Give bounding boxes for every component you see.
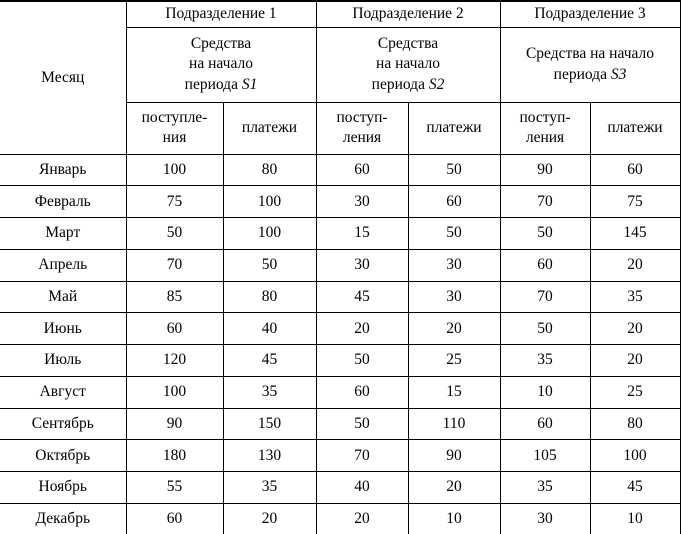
- cell-value: 30: [316, 249, 408, 281]
- header-month: Месяц: [0, 1, 126, 154]
- cell-month: Декабрь: [0, 503, 126, 534]
- header-means-3: [500, 27, 680, 102]
- cell-value: 20: [408, 472, 500, 504]
- table-row: [0, 313, 680, 345]
- cell-month: Ноябрь: [0, 472, 126, 504]
- cell-value: 30: [408, 281, 500, 313]
- header-means-2-text: Средства на начало периода: [371, 35, 440, 93]
- table-header: [0, 1, 680, 154]
- cell-value: 105: [500, 440, 590, 472]
- table-row: [0, 218, 680, 250]
- cell-value: 55: [126, 472, 223, 504]
- cell-value: 100: [223, 218, 316, 250]
- cell-value: 70: [126, 249, 223, 281]
- table-row: [0, 408, 680, 440]
- cell-month: Май: [0, 281, 126, 313]
- header-sub-out-2: платежи: [408, 102, 500, 154]
- cell-value: 50: [500, 313, 590, 345]
- cell-value: 20: [316, 503, 408, 534]
- cell-value: 90: [408, 440, 500, 472]
- cell-value: 20: [223, 503, 316, 534]
- cell-value: 60: [590, 154, 680, 186]
- table-row: [0, 503, 680, 534]
- cell-value: 20: [590, 313, 680, 345]
- cell-value: 30: [316, 186, 408, 218]
- cell-value: 90: [126, 408, 223, 440]
- cell-month: Июль: [0, 345, 126, 377]
- cell-value: 35: [223, 376, 316, 408]
- cell-value: 100: [126, 154, 223, 186]
- cell-value: 60: [500, 408, 590, 440]
- cell-value: 70: [316, 440, 408, 472]
- header-sub-in-1: поступле- ния: [126, 102, 223, 154]
- cell-value: 75: [590, 186, 680, 218]
- cell-value: 35: [223, 472, 316, 504]
- table-body: [0, 154, 680, 534]
- cell-month: Июнь: [0, 313, 126, 345]
- cell-value: 30: [500, 503, 590, 534]
- cell-value: 15: [316, 218, 408, 250]
- cell-value: 50: [408, 218, 500, 250]
- cell-value: 10: [500, 376, 590, 408]
- header-means-3-text: Средства на начало периода: [525, 45, 655, 83]
- table-row: [0, 440, 680, 472]
- cell-value: 45: [223, 345, 316, 377]
- cell-value: 60: [126, 503, 223, 534]
- cell-value: 35: [500, 345, 590, 377]
- cell-value: 30: [408, 249, 500, 281]
- header-sub-out-1: платежи: [223, 102, 316, 154]
- header-group-2: Подразделение 2: [316, 1, 500, 27]
- cell-value: 35: [590, 281, 680, 313]
- cell-value: 25: [408, 345, 500, 377]
- cell-value: 70: [500, 186, 590, 218]
- cell-value: 40: [223, 313, 316, 345]
- cell-value: 80: [223, 154, 316, 186]
- cell-value: 45: [316, 281, 408, 313]
- cell-value: 100: [126, 376, 223, 408]
- cell-value: 80: [590, 408, 680, 440]
- header-means-2: [316, 27, 500, 102]
- cell-value: 50: [316, 408, 408, 440]
- cell-value: 60: [408, 186, 500, 218]
- cell-month: Февраль: [0, 186, 126, 218]
- cell-value: 50: [408, 154, 500, 186]
- cell-value: 20: [590, 249, 680, 281]
- header-means-1-text: Средства на начало периода: [184, 35, 253, 93]
- cell-month: Апрель: [0, 249, 126, 281]
- table-row: [0, 186, 680, 218]
- cell-value: 50: [500, 218, 590, 250]
- cell-value: 10: [590, 503, 680, 534]
- cell-value: 100: [223, 186, 316, 218]
- cell-value: 80: [223, 281, 316, 313]
- header-sub-out-3: платежи: [590, 102, 680, 154]
- cell-value: 180: [126, 440, 223, 472]
- cell-value: 20: [590, 345, 680, 377]
- header-means-2-symbol: S2: [428, 75, 445, 93]
- cell-value: 40: [316, 472, 408, 504]
- cell-value: 60: [316, 154, 408, 186]
- cell-value: 120: [126, 345, 223, 377]
- cell-value: 50: [316, 345, 408, 377]
- cell-month: Март: [0, 218, 126, 250]
- table-row: [0, 249, 680, 281]
- header-means-3-symbol: S3: [610, 65, 627, 83]
- cell-value: 150: [223, 408, 316, 440]
- cell-value: 75: [126, 186, 223, 218]
- cell-value: 20: [408, 313, 500, 345]
- cell-value: 145: [590, 218, 680, 250]
- cell-value: 60: [500, 249, 590, 281]
- cell-value: 35: [500, 472, 590, 504]
- table-row: [0, 281, 680, 313]
- table-row: [0, 345, 680, 377]
- cell-month: Август: [0, 376, 126, 408]
- table-row: [0, 154, 680, 186]
- cell-month: Сентябрь: [0, 408, 126, 440]
- cell-value: 25: [590, 376, 680, 408]
- cell-value: 90: [500, 154, 590, 186]
- cell-value: 110: [408, 408, 500, 440]
- header-group-1: Подразделение 1: [126, 1, 316, 27]
- cell-value: 50: [223, 249, 316, 281]
- cell-value: 100: [590, 440, 680, 472]
- cell-value: 15: [408, 376, 500, 408]
- cell-month: Октябрь: [0, 440, 126, 472]
- cell-value: 45: [590, 472, 680, 504]
- cell-value: 60: [316, 376, 408, 408]
- header-row-groups: [0, 1, 680, 27]
- cell-value: 50: [126, 218, 223, 250]
- table-row: [0, 376, 680, 408]
- cell-value: 85: [126, 281, 223, 313]
- cell-value: 60: [126, 313, 223, 345]
- header-means-1-symbol: S1: [241, 75, 258, 93]
- header-sub-in-2: поступ- ления: [316, 102, 408, 154]
- header-group-3: Подразделение 3: [500, 1, 680, 27]
- header-sub-in-3: поступ- ления: [500, 102, 590, 154]
- header-means-1: [126, 27, 316, 102]
- cell-value: 70: [500, 281, 590, 313]
- cell-value: 130: [223, 440, 316, 472]
- cell-month: Январь: [0, 154, 126, 186]
- cell-value: 20: [316, 313, 408, 345]
- cell-value: 10: [408, 503, 500, 534]
- table-row: [0, 472, 680, 504]
